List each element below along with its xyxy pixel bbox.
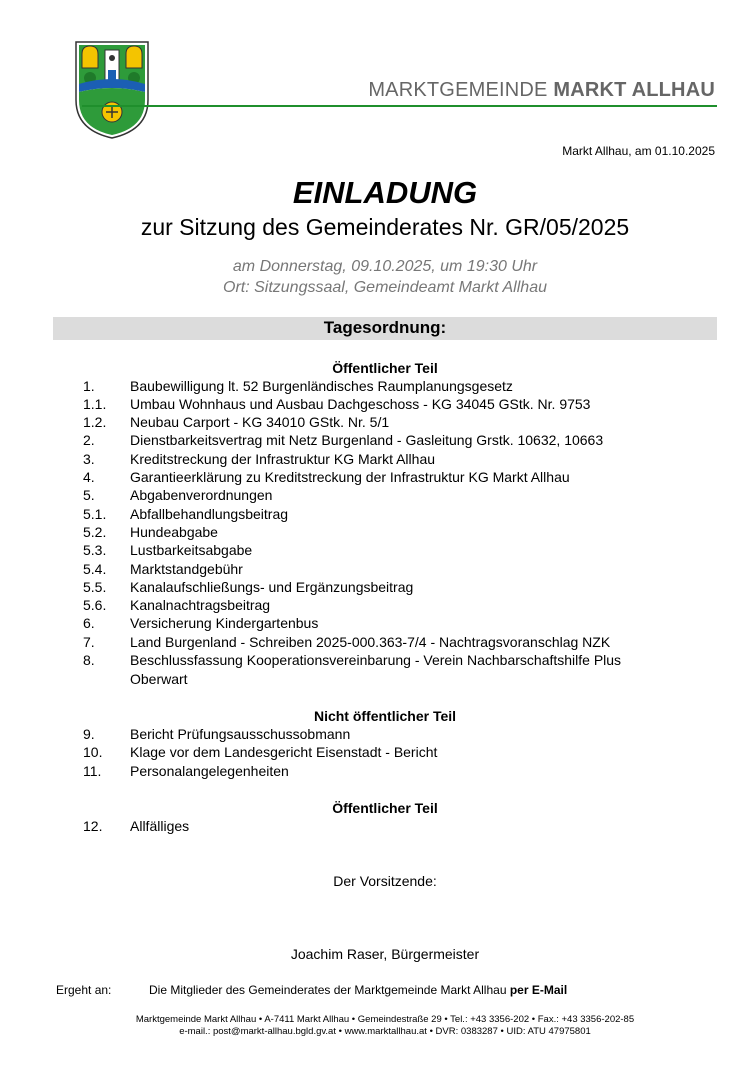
- agenda-item-number: 1.2.: [83, 414, 107, 430]
- agenda-item-number: 5.3.: [83, 542, 107, 558]
- agenda-item-text: Land Burgenland - Schreiben 2025-000.363-7/4 - Nachtragsvoranschlag NZK: [130, 634, 611, 650]
- agenda-item-number: 3.: [83, 451, 95, 467]
- agenda-item-number: 5.6.: [83, 597, 107, 613]
- document-subtitle: zur Sitzung des Gemeinderates Nr. GR/05/2025: [140, 214, 630, 240]
- agenda-item-number: 5.5.: [83, 579, 107, 595]
- agenda-item-number: 9.: [83, 726, 95, 742]
- distribution-label: Ergeht an:: [56, 983, 112, 997]
- section-title: Öffentlicher Teil: [332, 800, 438, 816]
- agenda-item-number: 10.: [83, 744, 103, 760]
- header-divider: [82, 105, 717, 107]
- agenda-item-text: Baubewilligung lt. 52 Burgenländisches Raumplanungsgesetz: [130, 378, 513, 394]
- agenda-item-text: Kanalaufschließungs- und Ergänzungsbeitrag: [130, 579, 414, 595]
- agenda-item-text: Garantieerklärung zu Kreditstreckung der Infrastruktur KG Markt Allhau: [130, 469, 570, 485]
- chair-label: Der Vorsitzende:: [333, 873, 437, 889]
- agenda-item-text: Kreditstreckung der Infrastruktur KG Markt Allhau: [130, 451, 436, 467]
- agenda-item-number: 11.: [83, 763, 102, 779]
- agenda-item-number: 12.: [83, 818, 103, 834]
- organization-name-bold: MARKT ALLHAU: [553, 79, 715, 101]
- agenda-item-number: 2.: [83, 432, 95, 448]
- agenda-item-text: Dienstbarkeitsvertrag mit Netz Burgenland - Gasleitung Grstk. 10632, 10663: [130, 432, 604, 448]
- organization-name: [368, 79, 715, 102]
- agenda-item-text: Lustbarkeitsabgabe: [130, 542, 253, 558]
- footer-address: Marktgemeinde Markt Allhau • A-7411 Markt Allhau • Gemeindestraße 29 • Tel.: +43 3356-202 • Fax.: +43 3356-202-85: [135, 1014, 635, 1025]
- agenda-item-number: 4.: [83, 469, 95, 485]
- distribution-method: per E-Mail: [509, 983, 568, 997]
- footer-contact: e-mail.: post@markt-allhau.bgld.gv.at • www.marktallhau.at • DVR: 0383287 • UID: ATU 47975801: [179, 1026, 591, 1037]
- date-line: Markt Allhau, am 01.10.2025: [562, 144, 715, 158]
- meeting-date: am Donnerstag, 09.10.2025, um 19:30 Uhr: [232, 258, 538, 275]
- agenda-item-text: Allfälliges: [130, 818, 190, 834]
- agenda-item-number: 5.: [83, 487, 95, 503]
- agenda-item-number: 7.: [83, 634, 95, 650]
- agenda-item-number: 8.: [83, 652, 95, 668]
- section-title: Öffentlicher Teil: [332, 360, 438, 376]
- agenda-item-text: Oberwart: [130, 671, 188, 687]
- agenda-item-text: Personalangelegenheiten: [130, 763, 289, 779]
- distribution-recipients: Die Mitglieder des Gemeinderates der Marktgemeinde Markt Allhau: [149, 983, 510, 997]
- agenda-heading: Tagesordnung:: [323, 318, 447, 337]
- agenda-item-number: 6.: [83, 615, 95, 631]
- agenda-item-text: Versicherung Kindergartenbus: [130, 615, 319, 631]
- agenda-item-text: Hundeabgabe: [130, 524, 218, 540]
- signatory-name: Joachim Raser, Bürgermeister: [290, 946, 480, 962]
- agenda-item-number: 5.4.: [83, 561, 107, 577]
- agenda-item-text: Abfallbehandlungsbeitrag: [130, 506, 289, 522]
- agenda-item-text: Abgabenverordnungen: [130, 487, 273, 503]
- distribution-text: [149, 983, 567, 997]
- agenda-item-text: Bericht Prüfungsausschussobmann: [130, 726, 351, 742]
- agenda-item-number: 5.1.: [83, 506, 107, 522]
- organization-prefix: MARKTGEMEINDE: [368, 79, 554, 101]
- agenda-item-text: Kanalnachtragsbeitrag: [130, 597, 271, 613]
- agenda-item-text: Neubau Carport - KG 34010 GStk. Nr. 5/1: [130, 414, 390, 430]
- section-title: Nicht öffentlicher Teil: [313, 708, 457, 724]
- document-title: EINLADUNG: [292, 175, 478, 210]
- agenda-item-number: 1.1.: [83, 396, 107, 412]
- agenda-item-text: Beschlussfassung Kooperationsvereinbarung - Verein Nachbarschaftshilfe Plus: [130, 652, 622, 668]
- agenda-item-text: Klage vor dem Landesgericht Eisenstadt - Bericht: [130, 744, 438, 760]
- agenda-item-text: Umbau Wohnhaus und Ausbau Dachgeschoss - KG 34045 GStk. Nr. 9753: [130, 396, 591, 412]
- agenda-item-text: Marktstandgebühr: [130, 561, 243, 577]
- meeting-location: Ort: Sitzungssaal, Gemeindeamt Markt Allhau: [223, 279, 547, 296]
- municipal-crest-icon: [74, 40, 150, 140]
- agenda-item-number: 5.2.: [83, 524, 107, 540]
- agenda-item-number: 1.: [83, 378, 95, 394]
